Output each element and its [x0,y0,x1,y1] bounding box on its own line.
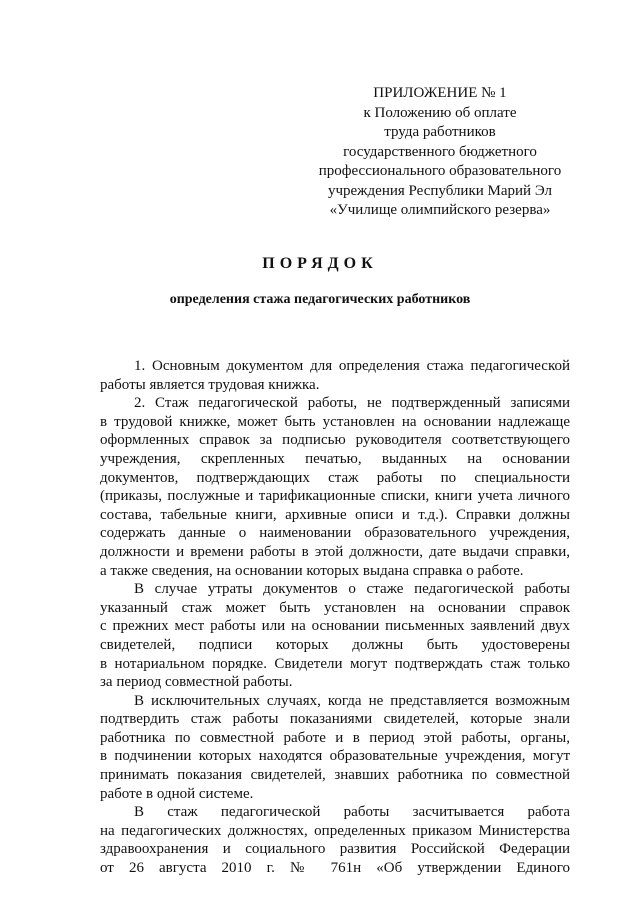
body-line: здравоохранения и социального развития Российской Федерации [100,841,570,858]
document-title: ПОРЯДОК [262,255,378,272]
body-line: В стаж педагогической работы засчитывается работа [134,804,570,821]
document-body [100,357,570,878]
body-line: состава, табельные книги, архивные описи и т.д.). Справки должны [100,506,570,523]
body-line: 2. Стаж педагогической работы, не подтвержденный записями [134,395,570,412]
body-line: в нотариальном порядке. Свидетели могут подтверждать стаж только [100,655,570,672]
document-subtitle: определения стажа педагогических работников [169,292,471,307]
appendix-line: ПРИЛОЖЕНИЕ № 1 [373,85,507,101]
appendix-header [300,84,580,221]
body-line: а также сведения, на основании которых выдана справка о работе. [100,562,524,579]
body-line: оформленных справок за подписью руководителя соответствующего [100,432,570,449]
body-line: должности и времени работы в этой должности, дате выдачи справки, [100,543,570,560]
body-line: принимать показания свидетелей, знавших работника по совместной [100,767,570,784]
body-line: за период совместной работы. [100,674,293,691]
body-line: работе в одной системе. [100,785,254,802]
body-line: работника по совместной работе и в период этой работы, органы, [100,729,570,746]
body-line: учреждения, скрепленных печатью, выданных на основании [100,450,570,467]
body-line: в подчинении которых находятся образовательные учреждения, могут [100,748,570,765]
body-line: 1. Основным документом для определения стажа педагогической [134,358,570,374]
body-line: на педагогических должностях, определенных приказом Министерства [100,822,570,839]
body-line: документов, подтверждающих стаж работы по специальности [100,469,570,486]
appendix-line: к Положению об оплате [363,104,517,121]
body-line: работы является трудовая книжка. [100,376,320,393]
body-line: в трудовой книжке, может быть установлен на основании надлежаще [100,413,570,430]
appendix-line: государственного бюджетного [343,143,537,160]
body-line: содержать данные о наименовании образовательного учреждения, [100,525,570,542]
body-line: подтвердить стаж работы показаниями свидетелей, которые знали [100,711,570,728]
body-line: В случае утраты документов о стаже педагогической работы [134,581,570,598]
appendix-line: профессионального образовательного [318,163,562,179]
body-line: с прежних мест работы или на основании письменных заявлений двух [100,618,570,635]
appendix-line: «Училище олимпийского резерва» [329,202,551,218]
appendix-line: труда работников [384,124,496,140]
body-line: указанный стаж может быть установлен на основании справок [100,599,570,616]
body-line: В исключительных случаях, когда не представляется возможным [134,692,570,709]
body-line: свидетелей, подписи которых должны быть удостоверены [100,636,570,653]
body-line: (приказы, послужные и тарификационные списки, книги учета личного [100,488,570,505]
body-line: от 26 августа 2010 г. № 761н «Об утверждении Единого [100,860,570,877]
appendix-line: учреждения Республики Марий Эл [327,182,553,199]
